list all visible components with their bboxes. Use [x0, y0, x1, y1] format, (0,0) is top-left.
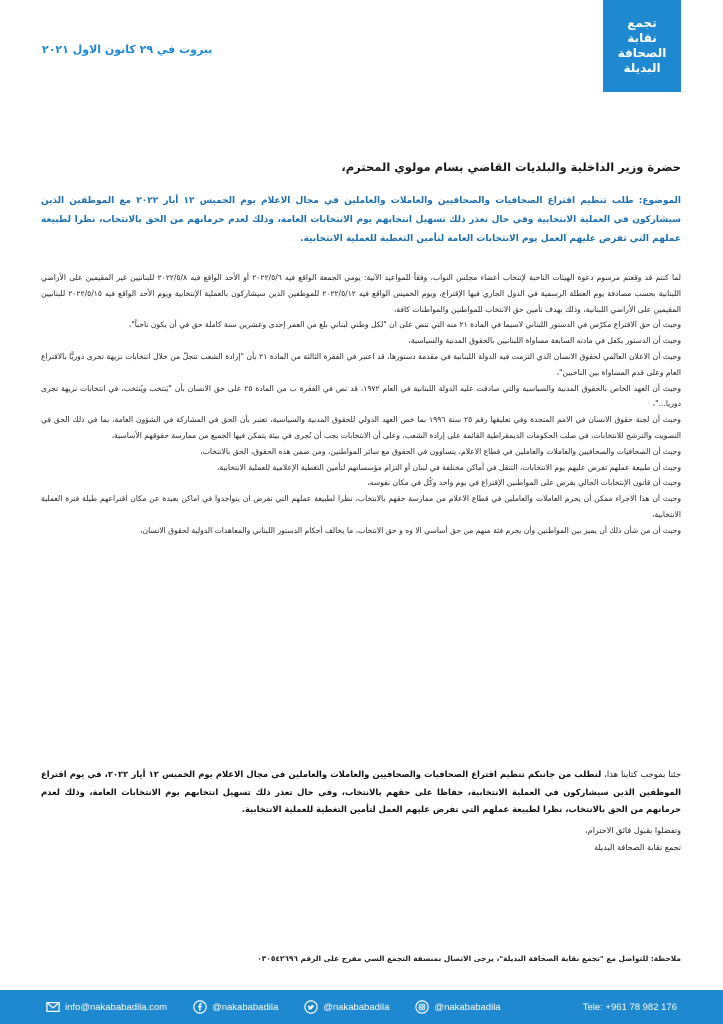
- paragraph: لما كنتم قد وقعتم مرسوم دعوة الهيئات الناخبة لإنتخاب أعضاء مجلس النواب، وفقاً للمواعيد الآتية: يومي الجمعة الواقع فيه ٢٠٢٢/٥/٦ أو الأحد الواقع فيه ٢٠٢٢/٥/٨ للبنانيين غير المقيمين على الأراضي اللبنانية بحسب مصادفة يوم العطلة الرسمية في الدول الجاري فيها الإقتراع، ويوم الخميس الواقع فيه ٢٠٢٢/٥/١٢ للموظفين الذين سيشاركون بالعملية الإنتخابية ويوم الأحد الواقع فيه ٢٠٢٢/٥/١٥ للبنانيين المقيمين على الأراضي اللبنانية، وذلك بهدف تأمين حق الانتخاب للمواطنين والمواطنات كافة،: [41, 273, 681, 314]
- salutation: حضرة وزير الداخلية والبلديات القاضي بسام مولوي المحترم،: [341, 160, 681, 174]
- request-paragraph: [41, 766, 681, 819]
- footer-tel[interactable]: [583, 1002, 677, 1013]
- letter-body: [41, 270, 681, 539]
- subject: الموضوع: طلب تنظيم اقتراع الصحافيات والصحافيين والعاملات والعاملين في مجال الاعلام يوم الخميس ١٢ أيار ٢٠٢٢ مع الموظفين الذين سيشاركون في العملية الانتخابية وفي حال تعذر ذلك تسهيل انتخابهم يوم الانتخابات العامة، وذلك لعدم حرمانهم من الحق بالانتخاب، نظرا لطبيعة عملهم التي تفرض عليهم العمل يوم الانتخابات العامة لتأمين التغطية للعملية الانتخابية.: [41, 196, 681, 244]
- paragraph: وحيث أن حق الاقتراع مكرّس في الدستور اللبناني لاسيما في المادة ٢١ منه التي تنص على ان "لكل وطني لبناني بلغ من العمر إحدى وعشرين سنة كاملة حق في أن يكون ناخباً"،: [128, 320, 681, 330]
- paragraph: وحيث أن الدستور يكفل في مادته السابعة مساواة اللبنانيين بالحقوق المدنية والسياسية،: [408, 336, 681, 346]
- letter-date: بيروت في ٢٩ كانون الاول ٢٠٢١: [42, 43, 213, 56]
- paragraph: وحيث أن قانون الإنتخابات الحالي يفرض على المواطنين الإقتراع في يوم واحد وكُل في مكان نفوسه،: [367, 478, 681, 488]
- paragraph: وحيث أن هذا الاجراء ممكن أن يحرم العاملات والعاملين في قطاع الاعلام من ممارسة حقهم بالانتخاب، نظرا لطبيعة عملهم التي تفرض ان يتواجدوا في اماكن بعيدة عن مكان اقتراعهم طيلة فترة العملية الانتخابية،: [41, 494, 681, 519]
- email-text: info@nakababadila.com: [65, 1001, 168, 1013]
- instagram-icon: [415, 1000, 429, 1014]
- logo-line: الصحافة: [617, 46, 667, 60]
- paragraph: وحيث أن طبيعة عملهم تفرض عليهم يوم الانتخابات، التنقل في أماكن مختلفة في لبنان أو التزام مؤسساتهم لتأمين التغطية الإعلامية للعملية الانتخابية،: [216, 462, 681, 472]
- twitter-text: @nakababadila: [323, 1001, 390, 1013]
- logo: [603, 0, 681, 92]
- footer-facebook[interactable]: [193, 1000, 278, 1014]
- closing-line: وتفضلوا بقبول فائق الاحترام،: [585, 826, 681, 835]
- footer-twitter[interactable]: [304, 1000, 389, 1014]
- request-lead: جئنا بموجب كتابنا هذا،: [604, 769, 681, 779]
- logo-line: البديلة: [623, 61, 661, 75]
- footer-instagram[interactable]: [415, 1000, 500, 1014]
- contact-note: ملاحظة: للتواصل مع "تجمع نقابة الصحافة البديلة"، يرجى الاتصال بمنسقة التجمع السي مفرج على الرقم ٠٣٠٥٤٢٦٩٦: [257, 954, 681, 963]
- logo-line: تجمع: [627, 16, 657, 30]
- twitter-icon: [304, 1000, 318, 1014]
- facebook-text: @nakababadila: [212, 1001, 279, 1013]
- tel-text: Tele: +961 78 982 176: [582, 1001, 677, 1013]
- paragraph: وحيث أن لجنة حقوق الانسان في الامم المتحدة وفي تعليقها رقم ٢٥ سنة ١٩٩٦ بما خص العهد الدولي للحقوق المدنية والسياسية، تعتبر بأن الحق في المشاركة في الشؤون العامة، بما في ذلك الحق في التصويت والترشح للانتخابات، في صلب الحكومات الديمقراطية القائمة على إرادة الشعب، وعلى أن الانتخابات يجب أن تُجرى في بيئة يتمكن فيها الجميع من ممارسة حقوقهم الأساسية،: [41, 415, 681, 440]
- paragraph: وحيث أن الصحافيات والصحافيين والعاملات والعاملين في قطاع الاعلام، يتساوون في الحقوق مع سائر المواطنين، ومن ضمن هذه الحقوق، الحق بالانتخاب،: [200, 446, 681, 456]
- request-body: لنطلب من جانبكم تنظيم اقتراع الصحافيات والصحافيين والعاملات والعاملين في مجال الاعلام يوم الخميس ١٢ أيار ٢٠٢٢، في يوم اقتراع الموظفين الذين سيشاركون في العملية الانتخابية، حفاظا على حقهم بالانتخاب، وفي حال تعذر ذلك تسهيل انتخابهم يوم الانتخابات العامة، وذلك لعدم حرمانهم من الحق بالانتخاب، نظرا لطبيعة عملهم التي تفرض عليهم العمل لتأمين التغطية للعملية الانتخابية.: [41, 769, 681, 814]
- paragraph: وحيث أن العهد الخاص بالحقوق المدنية والسياسية والتي صادقت عليه الدولة اللبنانية في العام ١٩٧٢، قد نص في الفقرة ب من المادة ٢٥ على حق الانسان بأن "يَنتخب ويُنتخب، في انتخابات نزيهة تجرى دوريا..."،: [41, 383, 682, 409]
- footer: [0, 990, 723, 1024]
- facebook-icon: [193, 1000, 207, 1014]
- paragraph: وحيث أن من شأن ذلك أن يميز بين المواطنين وأن يحرم فئة منهم من حق أساسي الا وه و حق الانتخاب، ما يخالف أحكام الدستور اللبناني والمعاهدات الدولية لحقوق الانسان،: [140, 525, 681, 535]
- instagram-text: @nakababadila: [434, 1001, 501, 1013]
- paragraph: وحيث أن الاعلان العالمي لحقوق الانسان الذي التزمت فيه الدولة اللبنانية في مقدمة دستورها، قد اعتبر في الفقرة الثالثة من المادة ٢١ بأن "إرادة الشعب تتجلّ من خلال انتخابات نزيهة تجرى دوريًّا بالاقتراع العام وعلى قدم المساواة بين الناخبين"،: [41, 351, 681, 377]
- signature: تجمع نقابة الصحافة البديلة: [594, 843, 681, 852]
- closing: [41, 822, 681, 856]
- logo-line: نقابة: [627, 31, 657, 45]
- mail-icon: [46, 1000, 60, 1014]
- footer-email[interactable]: [46, 1000, 167, 1014]
